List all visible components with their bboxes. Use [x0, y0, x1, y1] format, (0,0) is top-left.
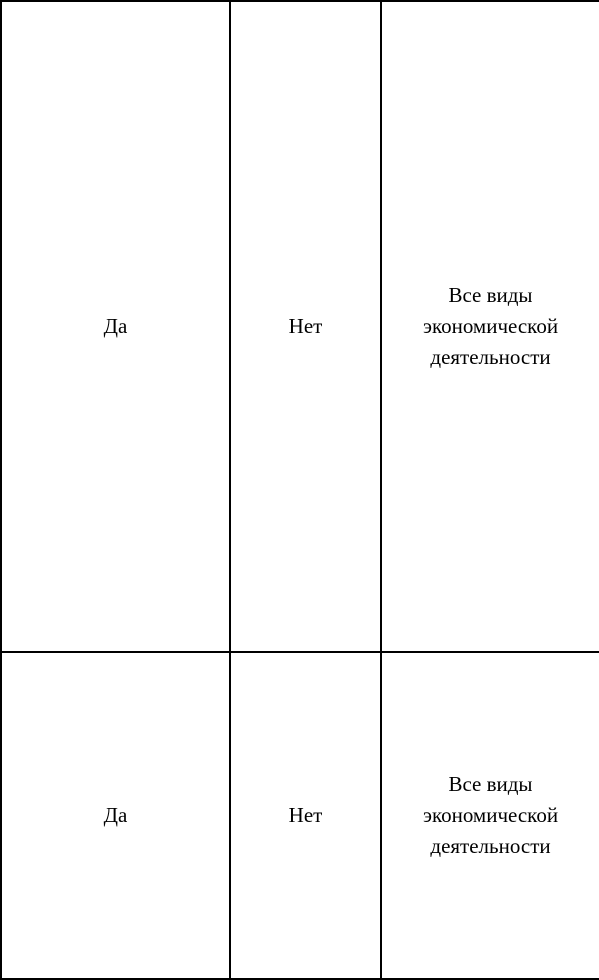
table-cell-answer-no: [230, 652, 381, 979]
table-row: [1, 652, 599, 979]
cell-text: Все виды экономической деятельности: [422, 283, 559, 369]
table-cell-answer-no: [230, 1, 381, 652]
cell-text: Да: [103, 803, 128, 827]
cell-text: Нет: [288, 803, 323, 827]
table-cell-activity-types: [381, 652, 599, 979]
cell-text: Нет: [288, 314, 323, 338]
table-row: [1, 1, 599, 652]
table-body: [1, 1, 599, 979]
table-cell-activity-types: [381, 1, 599, 652]
cell-text: Все виды экономической деятельности: [422, 772, 559, 858]
table-cell-answer-yes: [1, 1, 230, 652]
cell-text: Да: [103, 314, 128, 338]
table-cell-answer-yes: [1, 652, 230, 979]
